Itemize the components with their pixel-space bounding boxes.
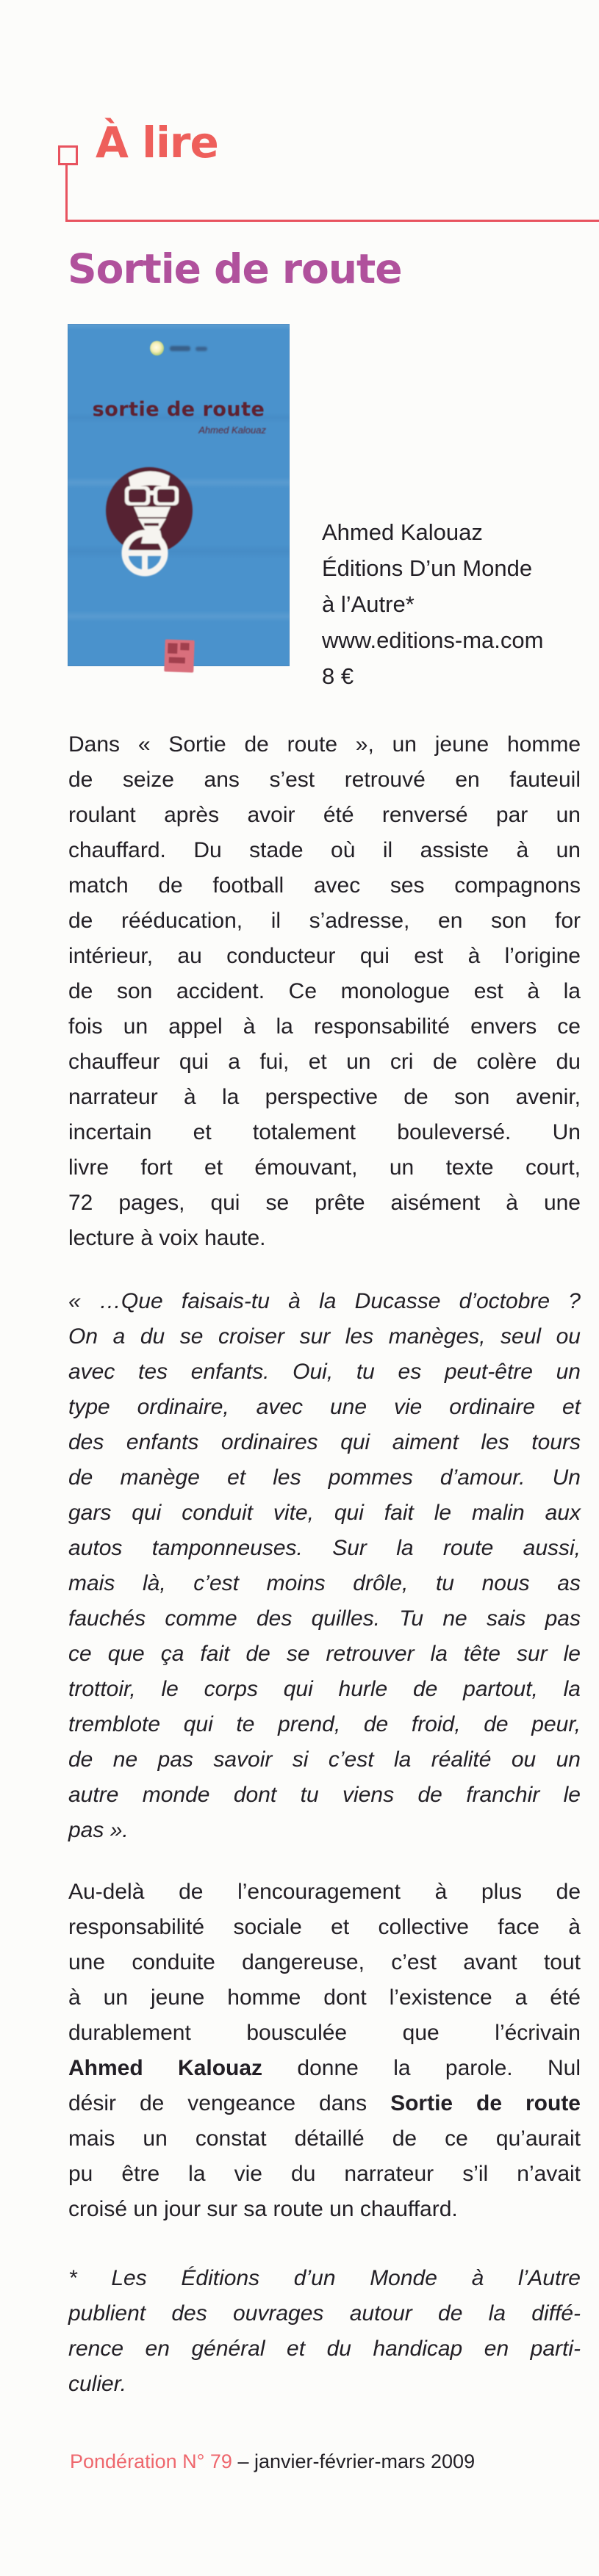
text-line: durablement bousculée que l’écrivain xyxy=(68,2021,581,2045)
text-line: avec tes enfants. Oui, tu es peut-être un xyxy=(68,1360,581,1384)
text-line: mais un constat détaillé de ce qu’aurait xyxy=(68,2126,581,2151)
header-rule-vertical xyxy=(65,163,68,221)
article-title: Sortie de route xyxy=(68,245,402,292)
text-line: à un jeune homme dont l’existence a été xyxy=(68,1985,581,2010)
logo-text-smudge xyxy=(196,347,207,351)
logo-text-smudge xyxy=(170,346,190,351)
text-line: rence en général et du handicap en parti- xyxy=(68,2337,581,2361)
text-line: autre monde dont tu viens de franchir le xyxy=(68,1783,581,1807)
publisher-footnote xyxy=(68,2261,581,2402)
text-line: croisé un jour sur sa route un chauffard. xyxy=(68,2197,458,2221)
text-line: chauffeur qui a fui, et un cri de colère du xyxy=(68,1050,581,1074)
text-line: Au-delà de l’encouragement à plus de xyxy=(68,1880,581,1904)
text-line: responsabilité sociale et collective face à xyxy=(68,1915,581,1939)
magazine-issue: Pondération N° 79 xyxy=(70,2450,232,2472)
text-line: « …Que faisais-tu à la Ducasse d’octobre ? xyxy=(68,1289,581,1313)
text-line: 8 € xyxy=(322,663,354,689)
header-square-marker xyxy=(58,145,78,165)
text-line: intérieur, au conducteur qui est à l’origine xyxy=(68,944,581,968)
text-line: On a du se croiser sur les manèges, seul ou xyxy=(68,1324,581,1349)
driver-steering-wheel-illustration xyxy=(96,448,213,595)
text-line: désir de vengeance dans Sortie de route xyxy=(68,2091,581,2115)
text-line: pas ». xyxy=(68,1818,129,1842)
text-line: lecture à voix haute. xyxy=(68,1226,266,1250)
text-line: livre fort et émouvant, un texte court, xyxy=(68,1155,581,1180)
text-line: ce que ça fait de se retrouver la tête sur le xyxy=(68,1642,581,1666)
page-footer xyxy=(70,2449,475,2474)
text-line: www.editions-ma.com xyxy=(322,627,544,653)
text-line: Éditions D’un Monde xyxy=(322,555,533,581)
text-line: mais là, c’est moins drôle, tu nous as xyxy=(68,1571,581,1595)
review-paragraph-2 xyxy=(68,1875,581,2227)
publisher-logo-icon xyxy=(150,339,216,358)
text-line: publient des ouvrages autour de la diffé- xyxy=(68,2301,581,2326)
cover-author-name: Ahmed Kalouaz xyxy=(198,425,266,436)
book-cover xyxy=(68,324,290,666)
text-line: de manège et les pommes d’amour. Un xyxy=(68,1465,581,1490)
text-line: Dans « Sortie de route », un jeune homme xyxy=(68,732,581,757)
header-rule-horizontal xyxy=(65,220,599,222)
text-line: Ahmed Kalouaz donne la parole. Nul xyxy=(68,2056,581,2080)
text-line: trottoir, le corps qui hurle de partout, la xyxy=(68,1677,581,1701)
text-line: match de football avec ses compagnons xyxy=(68,873,581,898)
text-line: fois un appel à la responsabilité envers ce xyxy=(68,1014,581,1039)
text-line: gars qui conduit vite, qui fait le malin aux xyxy=(68,1501,581,1525)
text-line: à l’Autre* xyxy=(322,591,415,617)
section-title: À lire xyxy=(96,118,218,167)
text-line: roulant après avoir été renversé par un xyxy=(68,803,581,827)
text-line: fauchés comme des quilles. Tu ne sais pas xyxy=(68,1606,581,1631)
review-paragraph-1 xyxy=(68,727,581,1256)
book-info-block xyxy=(322,514,587,694)
text-line: type ordinaire, avec une vie ordinaire et xyxy=(68,1395,581,1419)
text-line: de rééducation, il s’adresse, en son for xyxy=(68,909,581,933)
text-line: pu être la vie du narrateur s’il n’avait xyxy=(68,2162,581,2186)
text-line: de seize ans s’est retrouvé en fauteuil xyxy=(68,768,581,792)
text-line: * Les Éditions d’un Monde à l’Autre xyxy=(68,2266,581,2290)
text-line: culier. xyxy=(68,2372,126,2396)
text-line: incertain et totalement bouleversé. Un xyxy=(68,1120,581,1144)
book-excerpt-quote xyxy=(68,1284,581,1848)
text-line: une conduite dangereuse, c’est avant tout xyxy=(68,1950,581,1974)
text-line: narrateur à la perspective de son avenir, xyxy=(68,1085,581,1109)
text-line: 72 pages, qui se prête aisément à une xyxy=(68,1191,581,1215)
text-line: Ahmed Kalouaz xyxy=(322,519,483,545)
text-line: des enfants ordinaires qui aiment les tours xyxy=(68,1430,581,1454)
logo-blob-icon xyxy=(150,341,164,356)
text-line: tremblote qui te prend, de froid, de peur, xyxy=(68,1712,581,1736)
issue-date: – janvier-février-mars 2009 xyxy=(237,2450,476,2472)
text-line: chauffard. Du stade où il assiste à un xyxy=(68,838,581,862)
cover-book-title: sortie de route xyxy=(92,398,265,421)
price-stamp xyxy=(164,639,195,672)
text-line: de ne pas savoir si c’est la réalité ou un xyxy=(68,1747,581,1772)
text-line: autos tamponneuses. Sur la route aussi, xyxy=(68,1536,581,1560)
text-line: de son accident. Ce monologue est à la xyxy=(68,979,581,1003)
